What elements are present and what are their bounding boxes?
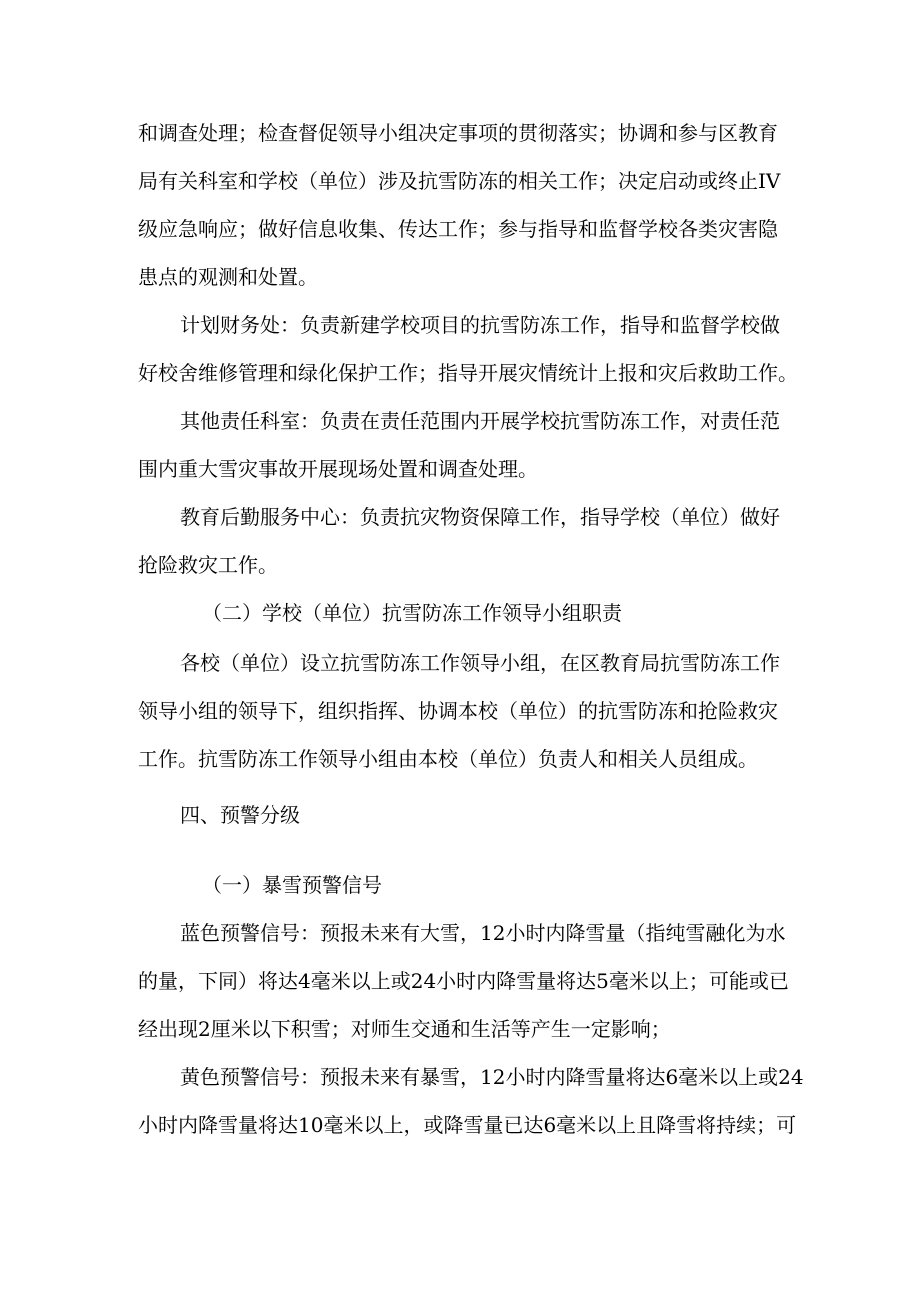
text-line: 好校舍维修管理和绿化保护工作；指导开展灾情统计上报和灾后救助工作。 (138, 361, 798, 385)
text-line: 各校（单位）设立抗雪防冻工作领导小组，在区教育局抗雪防冻工作 (180, 651, 780, 675)
text-line: 蓝色预警信号：预报未来有大雪，12小时内降雪量（指纯雪融化为水 (180, 921, 786, 945)
text-line: 经出现2厘米以下积雪；对师生交通和生活等产生一定影响； (138, 1017, 671, 1041)
text-line: 围内重大雪灾事故开展现场处置和调查处理。 (138, 457, 538, 481)
text-line: 黄色预警信号：预报未来有暴雪，12小时内降雪量将达6毫米以上或24 (180, 1065, 804, 1089)
text-line: 患点的观测和处置。 (138, 265, 318, 289)
text-line: 计划财务处：负责新建学校项目的抗雪防冻工作，指导和监督学校做 (180, 313, 780, 337)
text-line: 和调查处理；检查督促领导小组决定事项的贯彻落实；协调和参与区教育 (138, 121, 778, 145)
text-line: 小时内降雪量将达10毫米以上，或降雪量已达6毫米以上且降雪将持续；可 (138, 1113, 797, 1137)
text-line: 级应急响应；做好信息收集、传达工作；参与指导和监督学校各类灾害隐 (138, 217, 778, 241)
text-line: 局有关科室和学校（单位）涉及抗雪防冻的相关工作；决定启动或终止IV (138, 169, 781, 193)
section-heading: （一）暴雪预警信号 (202, 873, 382, 897)
section-heading: 四、预警分级 (180, 803, 300, 827)
text-line: 的量，下同）将达4毫米以上或24小时内降雪量将达5毫米以上；可能或已 (138, 969, 789, 993)
text-line: 工作。抗雪防冻工作领导小组由本校（单位）负责人和相关人员组成。 (138, 747, 758, 771)
text-line: 领导小组的领导下，组织指挥、协调本校（单位）的抗雪防冻和抢险救灾 (138, 699, 778, 723)
text-line: 其他责任科室：负责在责任范围内开展学校抗雪防冻工作，对责任范 (180, 409, 780, 433)
text-line: 抢险救灾工作。 (138, 553, 278, 577)
text-line: 教育后勤服务中心：负责抗灾物资保障工作，指导学校（单位）做好 (180, 505, 780, 529)
section-heading: （二）学校（单位）抗雪防冻工作领导小组职责 (202, 601, 622, 625)
